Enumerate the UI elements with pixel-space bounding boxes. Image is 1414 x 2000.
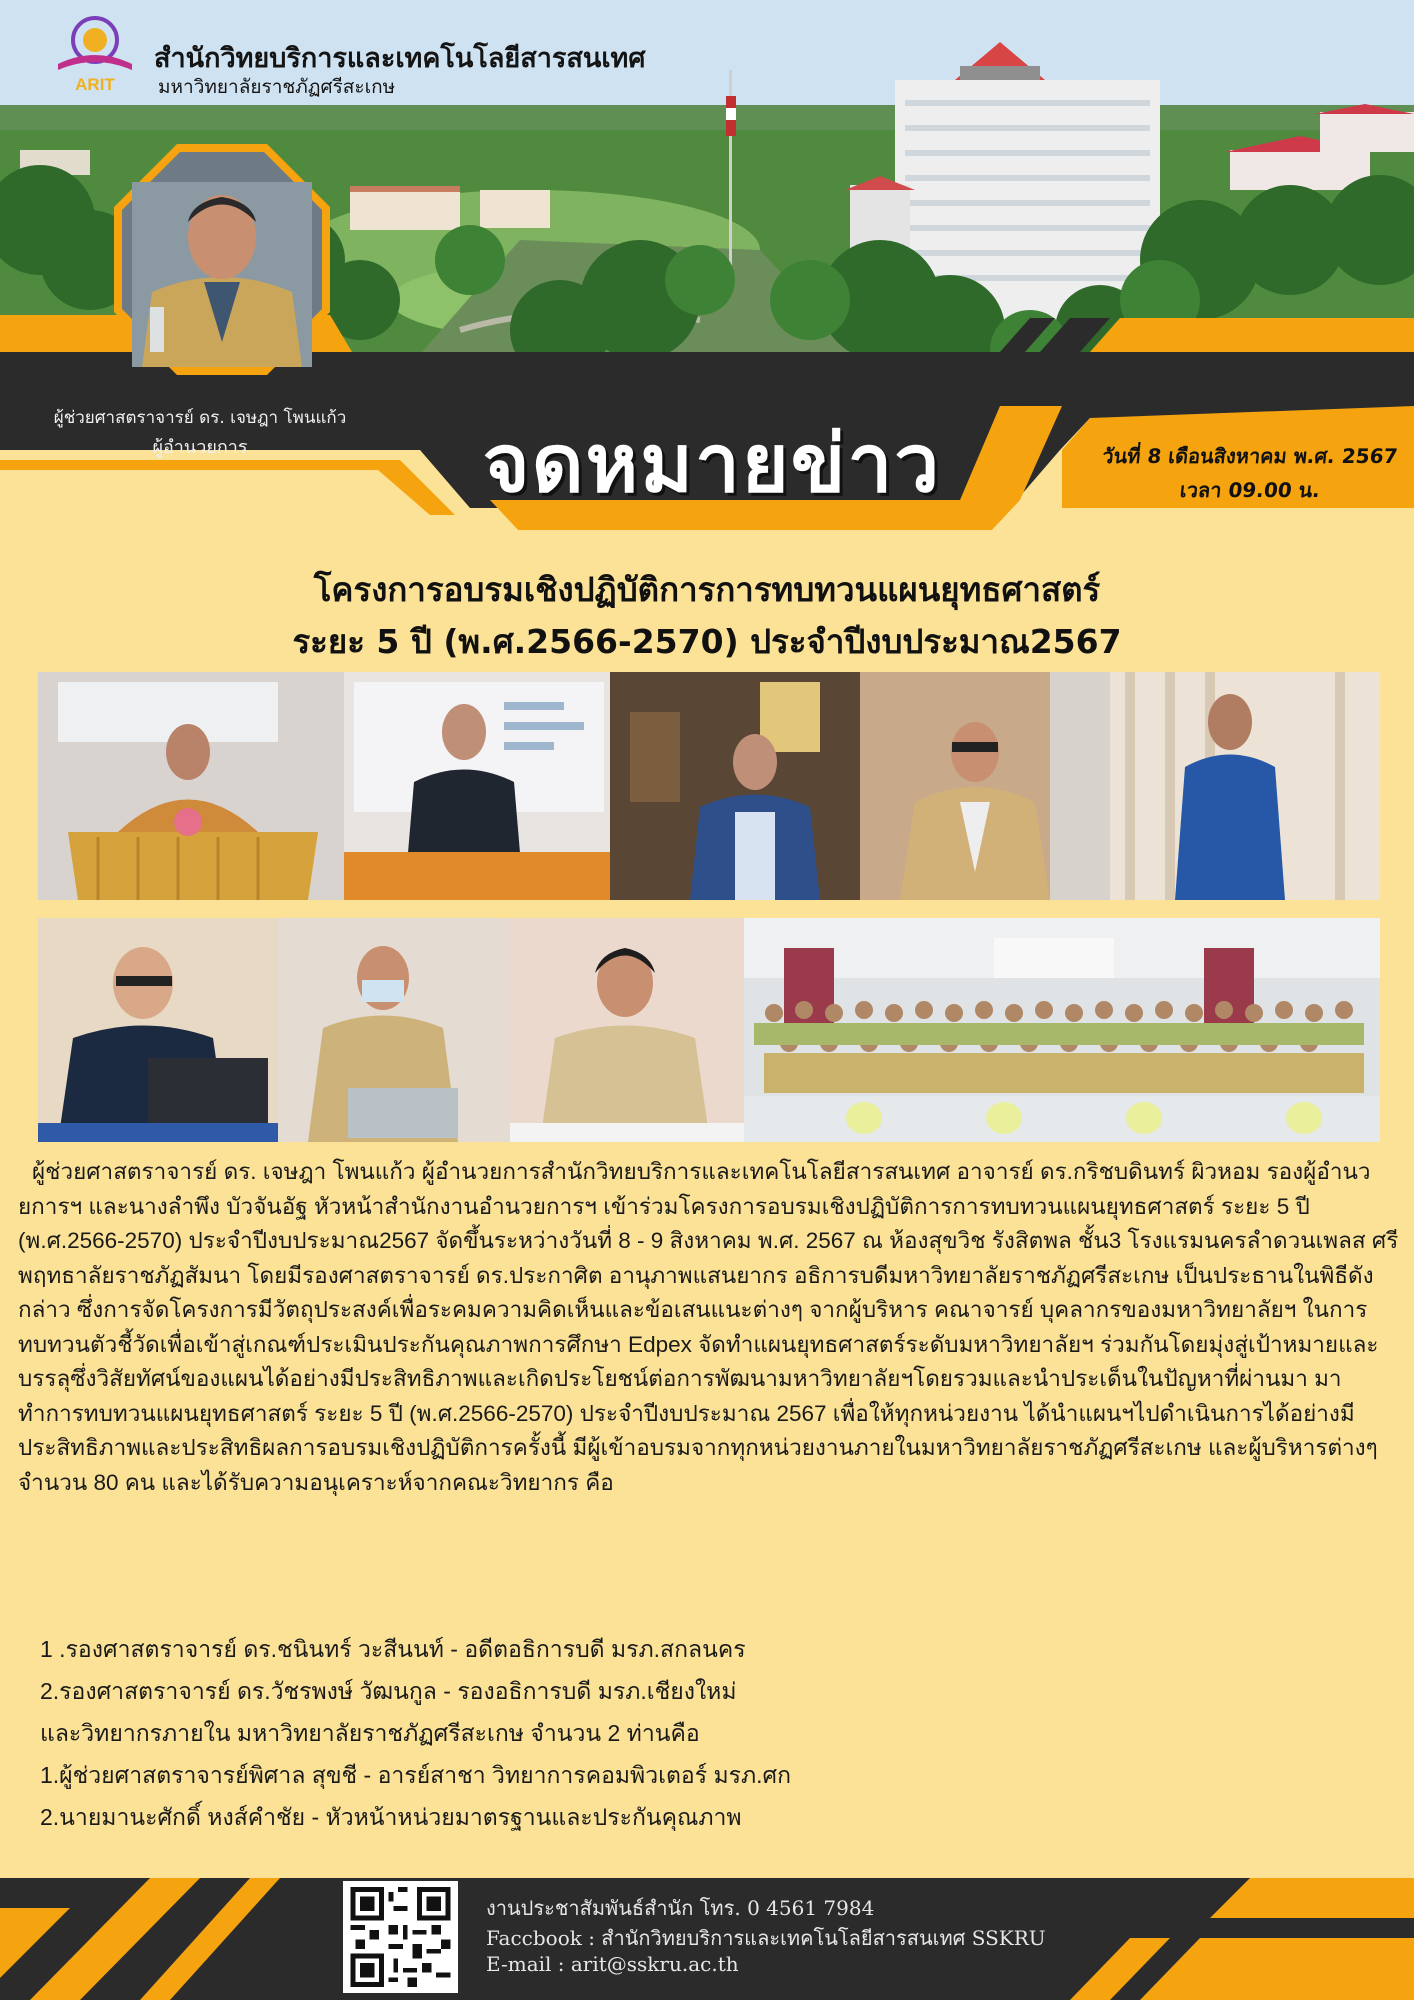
news-paragraph: ผู้ช่วยศาสตราจารย์ ดร. เจษฎา โพนแก้ว ผู้อำนวยการสำนักวิทยบริการและเทคโนโลยีสารสนเทศ อาจารย์ ดร.กริชบดินทร์ ผิวหอม รองผู้อำนวยการฯ และนางลำพึง บัวจันอัฐ หัวหน้าสำนักงานอำนวยการฯ เข้าร่วมโครงการอบรมเชิงปฏิบัติการการทบทวนแผนยุทธศาสตร์ ระยะ 5 ปี (พ.ศ.2566-2570) ประจำปีงบประมาณ2567 จัดขึ้นระหว่างวันที่ 8 - 9 สิงหาคม พ.ศ. 2567 ณ ห้องสุขวิช รังสิตพล ชั้น3 โรงแรมนครลำดวนเพลส ศรีพฤทธาลัยราชภัฏสัมนา โดยมีรองศาสตราจารย์ ดร.ประกาศิต อานุภาพแสนยากร อธิการบดีมหาวิทยาลัยราชภัฏศรีสะเกษ เป็นประธานในพิธีดังกล่าว ซึ่งการจัดโครงการมีวัตถุประสงค์เพื่อระคมความคิดเห็นและข้อเสนแนะต่างๆ จากผู้บริหาร คณาจารย์ บุคลากรของมหาวิทยาลัยฯ ในการทบทวนตัวชี้วัดเพื่อเข้าสู่เกณฑ์ประเมินประกันคุณภาพการศึกษา Edpex จัดทำแผนยุทธศาสตร์ระดับมหาวิทยาลัยฯ ร่วมกันโดยมุ่งสู่เป้าหมายและบรรลุซึ่งวิสัยทัศน์ของแผนได้อย่างมีประสิทธิภาพและเกิดประโยชน์ต่อการพัฒนามหาวิทยาลัยฯโดยรวมและนำประเด็นในปัญหาที่ผ่านมา มาทำการทบทวนแผนยุทธศาสตร์ ระยะ 5 ปี (พ.ศ.2566-2570) ประจำปีงบประมาณ 2567 เพื่อให้ทุกหน่วยงาน ได้นำแผนฯไปดำเนินการได้อย่างมีประสิทธิภาพและประสิทธิผลการอบรมเชิงปฏิบัติการครั้งนี้ มีผู้เข้าอบรมจากทุกหน่วยงานภายในมหาวิทยาลัยราชภัฏศรีสะเกษ และผู้บริหารต่างๆ จำนวน 80 คน และได้รับความอนุเคราะห์จากคณะวิทยากร คือ <box>18 1159 1399 1495</box>
photo-speaker-podium <box>38 672 344 900</box>
project-title-line1: โครงการอบรมเชิงปฏิบัติการการทบทวนแผนยุทธศาสตร์ <box>313 570 1101 609</box>
org-name: สำนักวิทยบริการและเทคโนโลยีสารสนเทศ <box>154 43 646 74</box>
contact-facebook[interactable]: Faccbook : สำนักวิทยบริการและเทคโนโลยีสารสนเทศ SSKRU <box>486 1926 1046 1950</box>
newsletter-title: จดหมายข่าว <box>482 417 942 510</box>
news-body <box>18 1155 1402 1500</box>
photo-speaker-5 <box>1110 672 1380 900</box>
university-name: มหาวิทยาลัยราชภัฏศรีสะเกษ <box>158 76 396 98</box>
speaker-item: 2.รองศาสตราจารย์ ดร.วัชรพงษ์ วัฒนกูล - รองอธิการบดี มรภ.เชียงใหม่ <box>40 1678 737 1704</box>
event-time: เวลา 09.00 น. <box>1178 478 1322 502</box>
project-title-line2: ระยะ 5 ปี (พ.ศ.2566-2570) ประจำปีงบประมาณ2567 <box>292 622 1122 661</box>
speaker-item: 1 .รองศาสตราจารย์ ดร.ชนินทร์ วะสีนนท์ - อดีตอธิการบดี มรภ.สกลนคร <box>40 1636 746 1662</box>
photo-participant-smiling <box>510 918 744 1142</box>
internal-speakers-intro: และวิทยากรภายใน มหาวิทยาลัยราชภัฏศรีสะเกษ จำนวน 2 ท่านคือ <box>40 1720 700 1746</box>
director-title: ผู้อำนวยการ <box>152 437 248 458</box>
contact-phone: งานประชาสัมพันธ์สำนัก โทร. 0 4561 7984 <box>486 1896 875 1920</box>
svg-text:ARIT: ARIT <box>75 75 115 94</box>
qr-code-icon[interactable] <box>343 1881 458 1993</box>
speaker-item: 1.ผู้ช่วยศาสตราจารย์พิศาล สุขชี - อารย์สาชา วิทยาการคอมพิวเตอร์ มรภ.ศก <box>40 1762 792 1788</box>
director-portrait <box>112 142 332 377</box>
contact-email[interactable]: E-mail : arit@sskru.ac.th <box>486 1952 739 1976</box>
photo-speaker-4 <box>860 672 1110 900</box>
event-date: วันที่ 8 เดือนสิงหาคม พ.ศ. 2567 <box>1101 444 1399 468</box>
photo-speaker-3 <box>610 672 860 900</box>
photo-participant-mask <box>278 918 510 1142</box>
photo-group <box>744 918 1380 1142</box>
arit-logo-icon <box>50 12 140 94</box>
photo-speaker-2 <box>344 672 610 900</box>
speaker-item: 2.นายมานะศักดิ์ หงส์คำชัย - หัวหน้าหน่วยมาตรฐานและประกันคุณภาพ <box>40 1804 742 1830</box>
director-name: ผู้ช่วยศาสตราจารย์ ดร. เจษฎา โพนแก้ว <box>53 408 347 428</box>
photo-participant-laptop <box>38 918 278 1142</box>
